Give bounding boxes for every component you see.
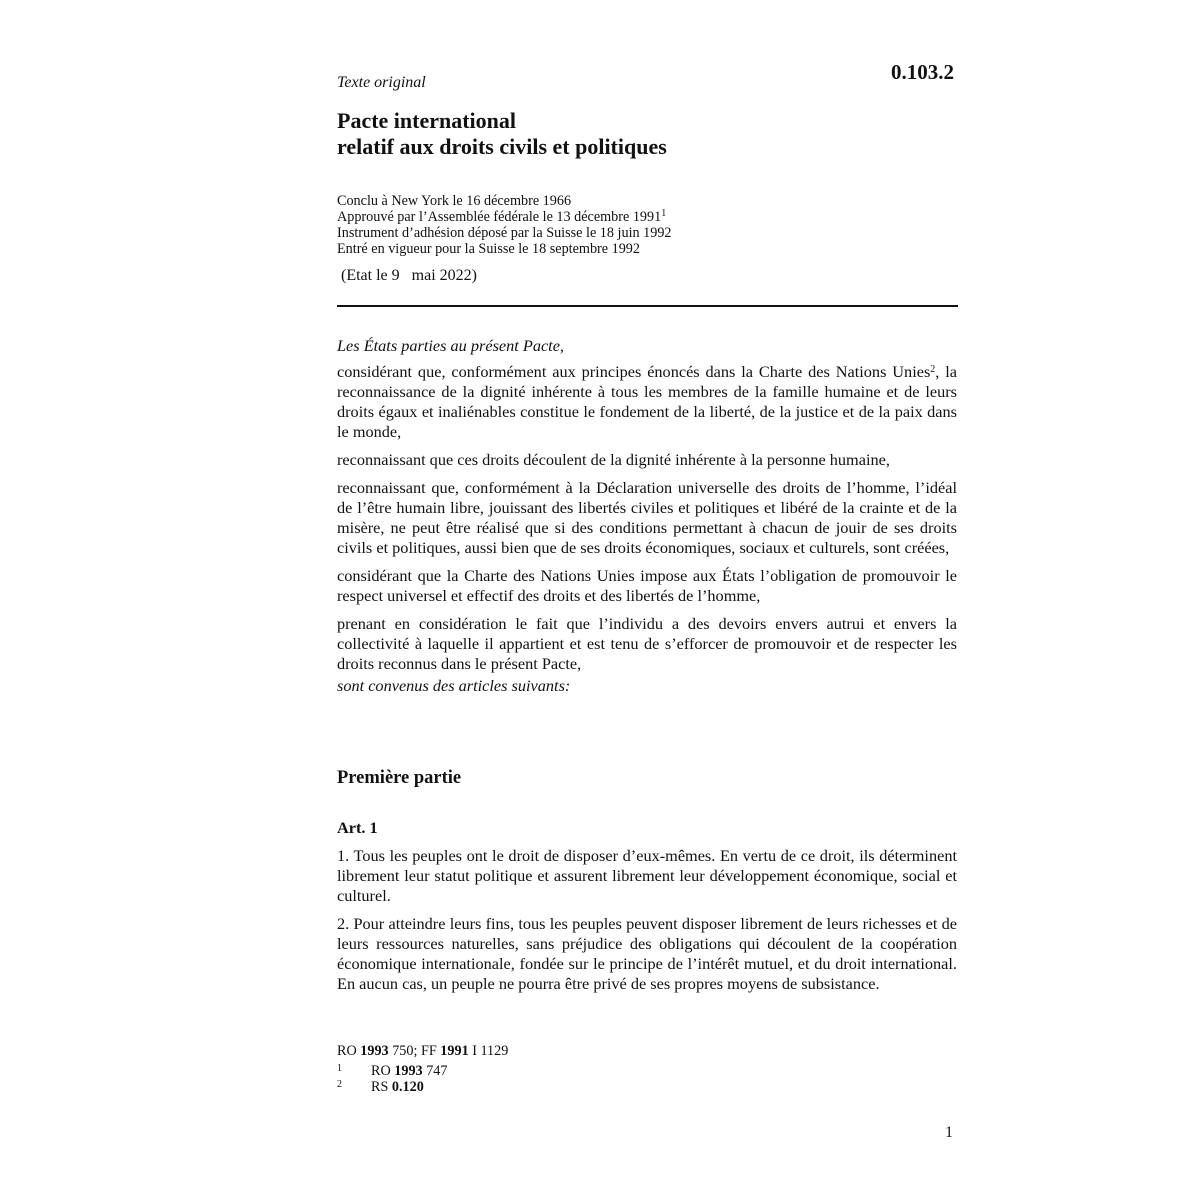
preamble-closing: sont convenus des articles suivants: [337,676,571,695]
footnote-1-text [371,1063,447,1079]
article-1-paragraph-2: 2. Pour atteindre leurs fins, tous les peuples peuvent disposer librement de leurs richesses et de leurs ressources naturelles, sans préjudice des obligations qui découlent de la coopération économique internationale, fondée sur le principe de l’intérêt mutuel, et du droit international. En aucun cas, un peuple ne pourra être privé de ses propres moyens de subsistance. [337,914,957,993]
footnote-1-page: 747 [422,1063,448,1079]
meta-instrument: Instrument d’adhésion déposé par la Suisse le 18 juin 1992 [337,225,672,241]
original-text-label: Texte original [337,74,426,91]
footnote-1 [337,1063,957,1079]
preamble-paragraph-2: reconnaissant que ces droits découlent de la dignité inhérente à la personne humaine, [337,450,890,469]
footnote-2-number: 2 [337,1079,342,1090]
source-ff-year: 1991 [440,1043,469,1059]
source-ro-prefix: RO [337,1043,361,1059]
preamble-opening: Les États parties au présent Pacte, [337,336,565,355]
preamble-paragraph-5: prenant en considération le fait que l’individu a des devoirs envers autrui et envers la collectivité à laquelle il appartient et est tenu de s’efforcer de promouvoir et de respecter les droits reconnus dans le présent Pacte, [337,614,957,673]
source-ro-page: 750; FF [388,1043,441,1059]
article-1-text [337,846,957,1002]
source-ff-page: I 1129 [468,1043,509,1059]
meta-approved-text: Approuvé par l’Assemblée fédérale le 13 décembre 1991 [337,209,662,225]
meta-entry-into-force: Entré en vigueur pour la Suisse le 18 septembre 1992 [337,241,640,257]
article-1-paragraph-1: 1. Tous les peuples ont le droit de disposer d’eux-mêmes. En vertu de ce droit, ils déterminent librement leur statut politique et assurent librement leur développement économique, social et culturel. [337,846,957,905]
document-reference-number: 0.103.2 [891,60,954,84]
header-divider [337,305,958,307]
title-line-2: relatif aux droits civils et politiques [337,134,667,159]
preamble-paragraph-1-b: , la reconnaissance de la dignité inhérente à tous les membres de la famille humaine et de leurs droits égaux et inaliénables constitue le fondement de la liberté, de la justice et de la paix dans le monde, [337,362,957,441]
meta-approved [337,209,957,225]
footnote-2-ref: 0.120 [391,1079,424,1095]
source-ro-year: 1993 [360,1043,389,1059]
part-heading: Première partie [337,768,462,788]
title-line-1: Pacte international [337,108,517,133]
page-number: 1 [945,1124,953,1141]
meta-concluded: Conclu à New York le 16 décembre 1966 [337,193,572,209]
document-title [337,108,957,160]
article-heading: Art. 1 [337,818,378,837]
footnote-1-prefix: RO [371,1063,395,1079]
footnote-2-prefix: RS [371,1079,392,1095]
footnote-ref-1: 1 [661,208,667,219]
preamble-paragraph-1 [337,362,957,442]
preamble-paragraph-3: reconnaissant que, conformément à la Déclaration universelle des droits de l’homme, l’idéal de l’être humain libre, jouissant des libertés civiles et politiques et libéré de la crainte et de la misère, ne peut être réalisé que si des conditions permettant à chacun de jouir de ses droits civils et politiques, aussi bien que de ses droits économiques, sociaux et culturels, sont créées, [337,478,957,557]
footnote-2-text [371,1079,424,1095]
treaty-metadata [337,193,957,257]
source-reference [337,1043,957,1059]
preamble-paragraph-1-a: considérant que, conformément aux principes énoncés dans la Charte des Nations Unies [337,362,931,381]
footnote-1-year: 1993 [394,1063,423,1079]
preamble-paragraph-4: considérant que la Charte des Nations Unies impose aux États l’obligation de promouvoir le respect universel et effectif des droits et des libertés de l’homme, [337,566,957,605]
footnote-ref-2: 2 [930,364,936,375]
state-date: (Etat le 9 mai 2022) [341,267,477,284]
footnote-1-number: 1 [337,1063,342,1074]
footnote-2 [337,1079,957,1095]
preamble [337,336,957,704]
footnotes [337,1043,957,1095]
